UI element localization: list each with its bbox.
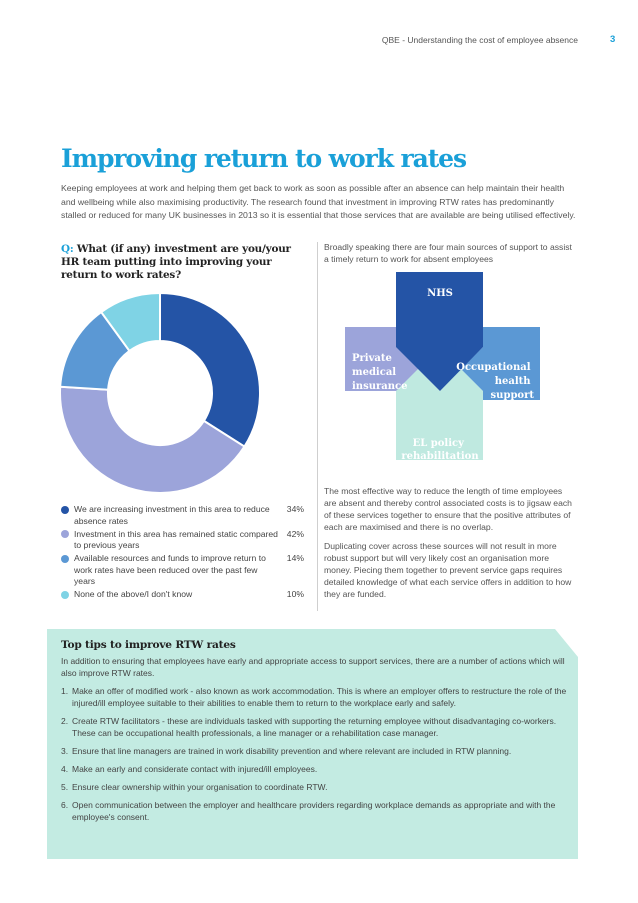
tip-item: 4. Make an early and considerate contact with injured/ill employees.: [61, 764, 318, 774]
paragraph: The most effective way to reduce the length of time employees are absent and thereby control associated costs is to jigsaw each of these services together to ensure that the positive attributes of each are maximised and there is no overlap.: [324, 486, 572, 532]
legend-value: 10%: [286, 589, 304, 599]
tip-item: 2. Create RTW facilitators - these are individuals tasked with supporting the returning employee without disadvantaging co-workers. These can be occupational health professionals, a line manager or a rehabilitation case manager.: [61, 716, 557, 738]
tips-list: [61, 685, 569, 823]
tips-heading: Top tips to improve RTW rates: [61, 639, 236, 651]
nhs-label: NHS: [427, 288, 453, 299]
occupational-label: Occupational health support: [456, 362, 534, 401]
donut-chart: [57, 290, 263, 496]
legend-label: We are increasing investment in this area to reduce absence rates: [74, 504, 270, 526]
legend-label: None of the above/I don't know: [74, 589, 193, 599]
support-sources-intro: Broadly speaking there are four main sources of support to assist a timely return to work for absent employees: [324, 242, 572, 264]
legend-swatch: [61, 530, 69, 538]
tip-item: 6. Open communication between the employer and healthcare providers regarding workplace demands as appropriate and with the employee's consent.: [61, 800, 556, 822]
legend-swatch: [61, 591, 69, 599]
tip-item: 5. Ensure clear ownership within your organisation to coordinate RTW.: [61, 782, 328, 792]
el-policy-label: EL policy rehabilitation: [401, 438, 479, 462]
support-sources-diagram: [340, 270, 545, 470]
legend-item: [61, 553, 304, 588]
legend-item: [61, 504, 304, 527]
legend-label: Available resources and funds to improve return to work rates have been reduced over the past few years: [74, 553, 266, 586]
survey-question: [61, 243, 291, 282]
legend-swatch: [61, 555, 69, 563]
legend-value: 14%: [286, 553, 304, 563]
tips-box: [47, 629, 578, 859]
intro-paragraph: Keeping employees at work and helping them get back to work as soon as possible after an absence can help maintain their health and wellbeing while also maximising productivity. The research found that investment in improving RTW rates has predominantly stalled or reduced for many UK businesses in 2013 so it is essential that those services that are available are being utilised effectively.: [61, 183, 576, 220]
tip-item: 3. Ensure that line managers are trained in work disability prevention and where relevant are included in RTW planning.: [61, 746, 512, 756]
page-title: Improving return to work rates: [61, 144, 466, 173]
legend-value: 34%: [286, 504, 304, 514]
legend-item: [61, 529, 304, 552]
tips-intro: In addition to ensuring that employees have early and appropriate access to support services, there are a number of actions which will also improve RTW rates.: [61, 656, 565, 678]
page-number: 3: [610, 34, 616, 45]
tips-content: [61, 639, 569, 829]
column-divider: [317, 242, 318, 611]
question-label: Q:: [61, 243, 74, 255]
paragraph: Duplicating cover across these sources will not result in more robust support but will very likely cost an organisation more money. Piecing them together to prevent service gaps requires detailed knowledge of what each service offers in addition to how they are funded.: [324, 541, 572, 599]
running-header: QBE - Understanding the cost of employee absence: [381, 35, 578, 45]
donut-slice: [160, 293, 260, 447]
legend-label: Investment in this area has remained static compared to previous years: [74, 528, 278, 550]
legend-item: [61, 589, 304, 601]
chart-legend: [61, 504, 304, 602]
private-label: Private medical insurance: [352, 353, 408, 392]
question-text: What (if any) investment are you/your HR team putting into improving your return to work rates?: [61, 243, 291, 281]
legend-value: 42%: [286, 528, 304, 539]
legend-swatch: [61, 506, 69, 514]
right-column-body: [324, 485, 574, 607]
tip-item: 1. Make an offer of modified work - also known as work accommodation. This is where an employer offers to restructure the role of the injured/ill employee suitable to their abilities to enable them to return to the workplace early and safely.: [61, 686, 567, 708]
